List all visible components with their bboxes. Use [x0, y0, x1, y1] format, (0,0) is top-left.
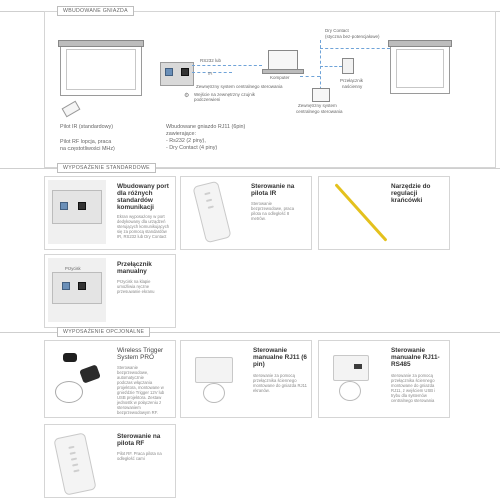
- wall-switch-label-1: Przełącznik: [340, 78, 364, 83]
- ir-label: IR: [208, 71, 213, 76]
- port-icon: [60, 202, 68, 210]
- port-icon: [181, 68, 189, 76]
- tool-icon: [334, 183, 387, 241]
- card-builtin-port: [44, 176, 176, 250]
- pilot-rf-label-1: Pilot RF lopcja, praca: [60, 139, 112, 145]
- card-description: bezprzewodowe, praca: [251, 206, 295, 211]
- ir-input-label: Wejście na zewnętrzny czujnik podczerwieni: [194, 92, 255, 102]
- card-title: Sterowanie na: [117, 433, 161, 440]
- rs232-label: RS232 lub: [200, 58, 222, 63]
- central-system-label-2: centralnego sterowania: [296, 109, 343, 114]
- ir-remote-icon: [192, 181, 231, 244]
- projection-screen-right: [390, 44, 450, 94]
- external-system-label: Zewnętrzny system centralnego sterowania: [196, 84, 283, 89]
- pilot-ir-label: Pilot IR (standardowy): [60, 124, 114, 130]
- card-ir-remote: [180, 176, 312, 250]
- projection-screen-left: [60, 44, 142, 96]
- cable-icon: [55, 381, 83, 403]
- card-description: Przycisk na klapie: [117, 279, 151, 284]
- card-description: podczas włączania: [117, 380, 153, 385]
- card-description: trybu dla systemów: [391, 393, 427, 398]
- section-label-standard: WYPOSAŻENIE STANDARDOWE: [57, 163, 156, 173]
- card-description: projektora, montowane w: [117, 385, 164, 390]
- card-description: RJ11, z wejściem USB i: [391, 388, 436, 393]
- card-description: przełącznika ściennego: [391, 378, 435, 383]
- card-title: dla różnych: [117, 190, 153, 197]
- socket-label-1: Wbudowane gniazdo RJ11 (6pin): [166, 124, 246, 130]
- card-title: Wbudowany port: [117, 183, 169, 190]
- card-title: Przełącznik: [117, 261, 152, 268]
- card-title: komunikacji: [117, 204, 154, 211]
- card-title: manualne RJ11-: [391, 354, 440, 361]
- card-description: Ekran wyposażony w port: [117, 214, 165, 219]
- central-system-label-1: Zewnętrzny system: [298, 103, 337, 108]
- card-description: montowane do gniazda RJ11: [253, 383, 307, 388]
- port-icon: [78, 202, 86, 210]
- cable-icon: [339, 381, 361, 401]
- card-image: [48, 180, 106, 244]
- card-title: regulacji krańcówki: [391, 190, 423, 205]
- card-title: Sterowanie na: [251, 183, 295, 190]
- card-description: sterowaniem: [117, 405, 141, 410]
- card-description: pilota na odległość 8: [251, 211, 290, 216]
- card-title: Sterowanie: [253, 347, 288, 354]
- socket-label-4: - Dry Contact (4 piny): [166, 145, 218, 151]
- control-box: [160, 62, 194, 86]
- card-title: standardów: [117, 197, 153, 204]
- card-description: bezprzewodowym RF.: [117, 410, 158, 415]
- card-title: pin): [253, 361, 265, 368]
- card-description: ekranów.: [253, 388, 270, 393]
- trigger-transmitter-icon: [79, 364, 101, 383]
- wall-switch-label-2: naścienny: [342, 84, 363, 89]
- computer-icon: [268, 50, 298, 71]
- card-description: sterujących komunikujących: [117, 224, 170, 229]
- wall-switch-icon: [342, 58, 354, 74]
- card-title: Narzędzie do: [391, 183, 431, 190]
- dry-contact-sublabel: (styczna bez-potencjałowe): [325, 34, 380, 39]
- card-rf-remote: [44, 424, 176, 498]
- card-description: Sterowanie: [117, 365, 138, 370]
- port-icon: [165, 68, 173, 76]
- card-title: RS485: [391, 361, 411, 368]
- card-description: Pilot RF. Praca pilota na: [117, 451, 162, 456]
- card-description: gnieździe Trigger 12V lub: [117, 390, 165, 395]
- pilot-rf-label-2: na częstotliwości MHz): [60, 146, 115, 152]
- central-system-icon: [312, 88, 330, 102]
- card-description: umożliwia ręczne: [117, 284, 150, 289]
- card-title: pilota RF: [117, 440, 145, 447]
- card-description: odległość cami: [117, 456, 145, 461]
- card-title: manualne RJ11 (6: [253, 354, 307, 361]
- dry-contact-label: Dry Contact: [325, 28, 349, 33]
- sensor-icon: ⚙: [184, 93, 190, 99]
- card-manual-switch: [44, 254, 176, 328]
- card-adjustment-tool: [318, 176, 450, 250]
- card-description: się za pomocą standardów: [117, 229, 167, 234]
- computer-label: Komputer: [270, 75, 290, 80]
- card-title: Sterowanie: [391, 347, 426, 354]
- port-icon: [78, 282, 86, 290]
- rf-remote-icon: [53, 432, 96, 495]
- card-title: pilota IR: [251, 190, 277, 197]
- card-description: bezprzewodowe,: [117, 370, 149, 375]
- card-description: dedykowany dla urządzeń: [117, 219, 166, 224]
- section-label-optional: WYPOSAŻENIE OPCJONALNE: [57, 327, 150, 337]
- card-description: metrów.: [251, 216, 266, 221]
- socket-label-2: zawierające:: [166, 131, 196, 137]
- button-tag: Przycisk: [65, 266, 81, 271]
- cable-icon: [203, 383, 225, 403]
- card-description: jednostk w połączeniu z: [117, 400, 162, 405]
- card-description: sterowanie za pomocą: [391, 373, 433, 378]
- wall-switch-box-icon: [333, 355, 369, 381]
- card-manual-rj11: [180, 340, 312, 418]
- section-label-built-in: WBUDOWANE GNIAZDA: [57, 6, 134, 16]
- trigger-receiver-icon: [63, 353, 77, 362]
- card-manual-rj11-rs485: [318, 340, 450, 418]
- socket-label-3: - Rs232 (2 piny),: [166, 138, 206, 144]
- card-description: automatycznie: [117, 375, 144, 380]
- card-description: sterowanie za pomocą: [253, 373, 295, 378]
- card-description: przełącznika ściennego: [253, 378, 297, 383]
- card-description: centralnego sterowania: [391, 398, 435, 403]
- card-description: IR, RS232 lub Dry Contact: [117, 234, 167, 239]
- card-description: przesuwanie ekranu: [117, 289, 155, 294]
- card-description: Sterowanie: [251, 201, 272, 206]
- wall-switch-box-icon: [195, 357, 233, 383]
- card-title: Wireless Trigger: [117, 347, 164, 354]
- card-description: USB projektora. Zestaw: [117, 395, 162, 400]
- card-wireless-trigger: [44, 340, 176, 418]
- card-title: System PRO: [117, 354, 154, 361]
- card-description: montowane do gniazda: [391, 383, 435, 388]
- port-icon: [62, 282, 70, 290]
- card-title: manualny: [117, 268, 147, 275]
